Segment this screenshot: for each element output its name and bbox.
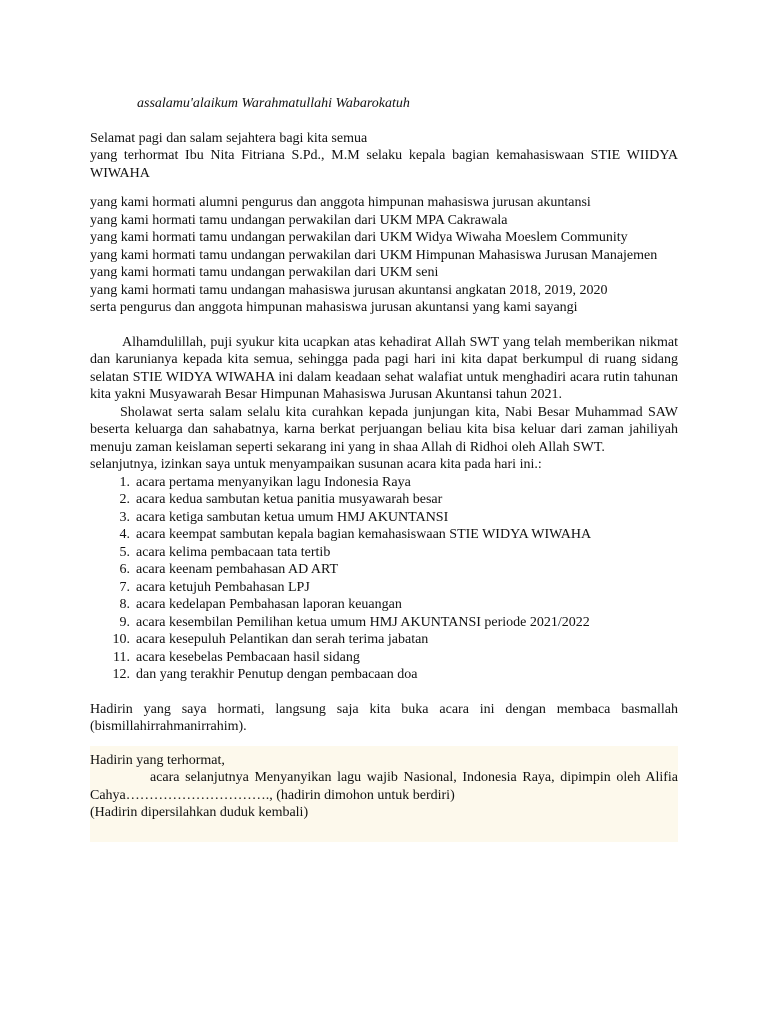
- agenda-number: 6.: [119, 562, 130, 577]
- paragraph-alhamdulillah: Alhamdulillah, puji syukur kita ucapkan atas kehadirat Allah SWT yang telah memberikan nikmat dan karunianya kepada kita semua, sehingga pada pagi hari ini kita dapat berkumpul di ruang sidang selatan STIE WIDYA WIWAHA ini dalam keadaan sehat walafiat untuk menghadiri acara rutin tahunan kita yakni Musyawarah Besar Himpunan Mahasiswa Jurusan Akuntansi tahun 2021.: [90, 334, 678, 402]
- agenda-number: 1.: [119, 474, 130, 490]
- agenda-number: 11.: [113, 649, 130, 665]
- agenda-item: [90, 666, 678, 684]
- agenda-text: acara kesembilan Pemilihan ketua umum HMJ AKUNTANSI periode 2021/2022: [136, 614, 590, 630]
- agenda-item: [90, 614, 678, 632]
- respect-line: yang kami hormati tamu undangan perwakilan dari UKM Widya Wiwaha Moeslem Community: [90, 230, 628, 245]
- agenda-text: acara pertama menyanyikan lagu Indonesia Raya: [136, 474, 411, 490]
- agenda-number: 8.: [119, 597, 130, 612]
- agenda-item: [90, 509, 678, 527]
- agenda-text: acara kelima pembacaan tata tertib: [136, 544, 331, 560]
- agenda-list: [90, 474, 678, 684]
- agenda-text: acara kesebelas Pembacaan hasil sidang: [136, 649, 360, 665]
- box-line: acara selanjutnya Menyanyikan lagu wajib Nasional, Indonesia Raya, dipimpin oleh Alifia Cahya…………………………., (hadirin dimohon untuk berdiri): [90, 770, 678, 803]
- agenda-item: [90, 526, 678, 544]
- agenda-number: 3.: [119, 509, 130, 525]
- respect-line: serta pengurus dan anggota himpunan mahasiswa jurusan akuntansi yang kami sayangi: [90, 300, 578, 315]
- agenda-item: [90, 579, 678, 597]
- agenda-item: [90, 649, 678, 667]
- agenda-number: 2.: [119, 492, 130, 507]
- agenda-text: acara keenam pembahasan AD ART: [136, 562, 339, 577]
- paragraph-sholawat: Sholawat serta salam selalu kita curahkan kepada junjungan kita, Nabi Besar Muhammad SAW beserta keluarga dan sahabatnya, karna berkat perjuangan beliau kita bisa keluar dari zaman jahiliyah menuju zaman keislaman seperti sekarang ini yang in shaa Allah di Ridhoi oleh Allah SWT.: [90, 404, 678, 455]
- highlighted-section: [90, 746, 678, 842]
- agenda-number: 4.: [119, 527, 130, 542]
- agenda-item: [90, 631, 678, 649]
- agenda-text: dan yang terakhir Penutup dengan pembacaan doa: [136, 667, 418, 682]
- opening-line: Selamat pagi dan salam sejahtera bagi kita semua: [90, 130, 368, 146]
- box-line: Hadirin yang terhormat,: [90, 752, 225, 768]
- agenda-text: acara ketiga sambutan ketua umum HMJ AKUNTANSI: [136, 509, 449, 525]
- document-body: [90, 95, 678, 842]
- opening-line: yang terhormat Ibu Nita Fitriana S.Pd., M.M selaku kepala bagian kemahasiswaan STIE WIIDYA WIWAHA: [90, 148, 678, 181]
- respect-line: yang kami hormati tamu undangan perwakilan dari UKM seni: [90, 265, 439, 280]
- respect-line: yang kami hormati alumni pengurus dan anggota himpunan mahasiswa jurusan akuntansi: [90, 195, 591, 210]
- agenda-item: [90, 474, 678, 492]
- agenda-number: 10.: [112, 632, 130, 647]
- agenda-text: acara kedelapan Pembahasan laporan keuangan: [136, 597, 402, 612]
- paragraph-basmallah: Hadirin yang saya hormati, langsung saja kita buka acara ini dengan membaca basmallah (bismillahirrahmanirrahim).: [90, 701, 678, 734]
- agenda-text: acara ketujuh Pembahasan LPJ: [136, 579, 310, 595]
- respect-line: yang kami hormati tamu undangan perwakilan dari UKM MPA Cakrawala: [90, 212, 508, 228]
- agenda-item: [90, 561, 678, 579]
- agenda-item: [90, 596, 678, 614]
- agenda-number: 9.: [119, 614, 130, 630]
- agenda-number: 5.: [119, 544, 130, 560]
- respect-line: yang kami hormati tamu undangan perwakilan dari UKM Himpunan Mahasiswa Jurusan Manajemen: [90, 247, 658, 263]
- agenda-number: 12.: [112, 667, 130, 682]
- agenda-number: 7.: [119, 579, 130, 595]
- agenda-text: acara keempat sambutan kepala bagian kemahasiswaan STIE WIDYA WIWAHA: [136, 527, 592, 542]
- agenda-text: acara kesepuluh Pelantikan dan serah terima jabatan: [136, 632, 429, 647]
- agenda-item: [90, 544, 678, 562]
- agenda-item: [90, 491, 678, 509]
- agenda-intro: selanjutnya, izinkan saya untuk menyampaikan susunan acara kita pada hari ini.:: [90, 457, 542, 472]
- greeting: assalamu'alaikum Warahmatullahi Wabarokatuh: [137, 96, 410, 111]
- respect-line: yang kami hormati tamu undangan mahasiswa jurusan akuntansi angkatan 2018, 2019, 2020: [90, 282, 608, 298]
- box-line: (Hadirin dipersilahkan duduk kembali): [90, 805, 309, 820]
- agenda-text: acara kedua sambutan ketua panitia musyawarah besar: [136, 492, 443, 507]
